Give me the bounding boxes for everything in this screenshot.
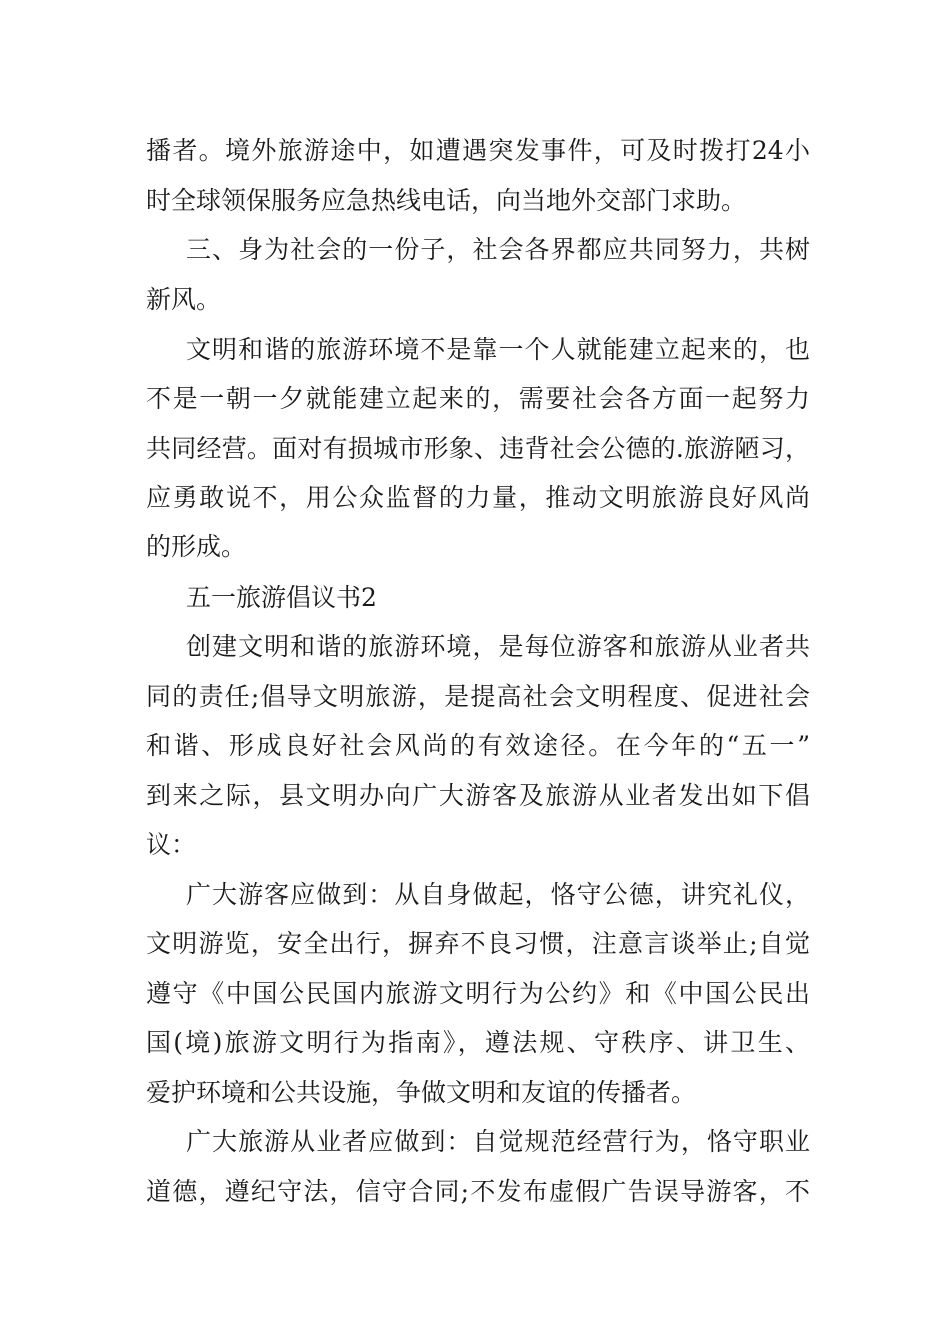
text-line: 的形成。 xyxy=(146,532,247,561)
section-heading: 新风。 xyxy=(146,285,222,314)
text-line: 国(境)旅游文明行为指南》，遵法规、守秩序、讲卫生、 xyxy=(146,1028,810,1057)
text-line: 不是一朝一夕就能建立起来的，需要社会各方面一起努力 xyxy=(146,384,810,413)
text-line: 文明和谐的旅游环境不是靠一个人就能建立起来的，也 xyxy=(186,335,810,364)
text-line: 和谐、形成良好社会风尚的有效途径。在今年的“五一” xyxy=(146,731,810,760)
text-line: 文明游览，安全出行，摒弃不良习惯，注意言谈举止;自觉 xyxy=(146,929,810,958)
text-line: 共同经营。面对有损城市形象、违背社会公德的.旅游陋习， xyxy=(146,434,810,463)
text-line: 创建文明和谐的旅游环境，是每位游客和旅游从业者共 xyxy=(186,632,810,661)
text-line: 广大旅游从业者应做到：自觉规范经营行为，恪守职业 xyxy=(186,1127,810,1156)
text-line: 爱护环境和公共设施，争做文明和友谊的传播者。 xyxy=(146,1078,697,1107)
text-line: 广大游客应做到：从自身做起，恪守公德，讲究礼仪， xyxy=(186,880,810,909)
section-heading: 三、身为社会的一份子，社会各界都应共同努力，共树 xyxy=(186,235,810,264)
text-line: 应勇敢说不，用公众监督的力量，推动文明旅游良好风尚 xyxy=(146,483,810,512)
text-line: 遵守《中国公民国内旅游文明行为公约》和《中国公民出 xyxy=(146,979,810,1008)
text-line: 道德，遵纪守法，信守合同;不发布虚假广告误导游客，不 xyxy=(146,1177,810,1206)
document-title: 五一旅游倡议书2 xyxy=(186,583,377,612)
text-line: 同的责任;倡导文明旅游，是提高社会文明程度、促进社会 xyxy=(146,682,810,711)
text-line: 到来之际，县文明办向广大游客及旅游从业者发出如下倡 xyxy=(146,781,810,810)
text-line: 播者。境外旅游途中，如遭遇突发事件，可及时拨打24小 xyxy=(146,136,810,165)
text-line: 议： xyxy=(146,830,197,859)
text-line: 时全球领保服务应急热线电话，向当地外交部门求助。 xyxy=(146,186,747,215)
